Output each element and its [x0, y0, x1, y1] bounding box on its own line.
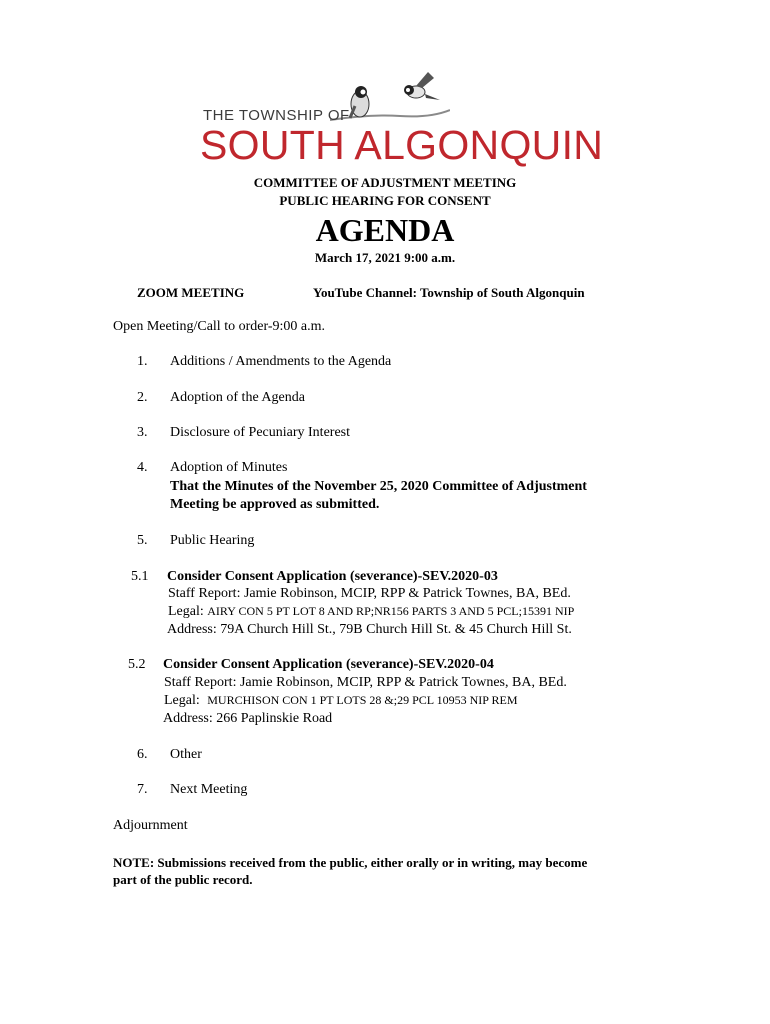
open-meeting-line: Open Meeting/Call to order-9:00 a.m. — [113, 319, 326, 334]
minutes-motion-line2: Meeting be approved as submitted. — [170, 497, 380, 512]
item-number: 7. — [137, 782, 148, 797]
logo-big-text: SOUTH ALGONQUIN — [200, 122, 604, 168]
sub-item-title: Consider Consent Application (severance)-SEV.2020-04 — [163, 657, 494, 672]
item-number: 4. — [137, 460, 148, 475]
item-number: 5. — [137, 533, 148, 548]
item-number: 2. — [137, 390, 148, 405]
legal-label: Legal: — [168, 604, 204, 619]
item-text: Adoption of Minutes — [170, 460, 288, 475]
minutes-motion-line1: That the Minutes of the November 25, 2020 Committee of Adjustment — [170, 479, 587, 494]
legal-description — [168, 604, 574, 620]
legal-text: AIRY CON 5 PT LOT 8 AND RP;NR156 PARTS 3 AND 5 PCL;15391 NIP — [207, 604, 575, 618]
item-number: 6. — [137, 747, 148, 762]
sub-item-number: 5.1 — [131, 569, 149, 584]
item-text: Public Hearing — [170, 533, 255, 548]
youtube-channel-label: YouTube Channel: Township of South Algonquin — [313, 285, 585, 300]
sub-item-title: Consider Consent Application (severance)-SEV.2020-03 — [167, 569, 498, 584]
meeting-date: March 17, 2021 9:00 a.m. — [314, 250, 456, 265]
legal-label: Legal: — [164, 693, 200, 708]
legal-description — [164, 693, 518, 709]
note-line1: NOTE: Submissions received from the public, either orally or in writing, may become — [113, 855, 588, 870]
address-line: Address: 266 Paplinskie Road — [163, 711, 333, 726]
item-text: Next Meeting — [170, 782, 248, 797]
staff-report: Staff Report: Jamie Robinson, MCIP, RPP & Patrick Townes, BA, BEd. — [168, 586, 571, 601]
meeting-type-line2: PUBLIC HEARING FOR CONSENT — [279, 193, 491, 208]
meeting-type-line1: COMMITTEE OF ADJUSTMENT MEETING — [253, 175, 517, 190]
address-line: Address: 79A Church Hill St., 79B Church Hill St. & 45 Church Hill St. — [167, 622, 572, 637]
staff-report: Staff Report: Jamie Robinson, MCIP, RPP & Patrick Townes, BA, BEd. — [164, 675, 567, 690]
item-text: Other — [170, 747, 202, 762]
item-number: 1. — [137, 354, 148, 369]
note-line2: part of the public record. — [113, 872, 253, 887]
zoom-meeting-label: ZOOM MEETING — [137, 285, 245, 300]
adjournment: Adjournment — [113, 818, 188, 833]
sub-item-number: 5.2 — [128, 657, 146, 672]
item-text: Disclosure of Pecuniary Interest — [170, 425, 350, 440]
item-text: Additions / Amendments to the Agenda — [170, 354, 392, 369]
legal-text: MURCHISON CON 1 PT LOTS 28 &;29 PCL 10953 NIP REM — [207, 693, 518, 707]
item-number: 3. — [137, 425, 148, 440]
item-text: Adoption of the Agenda — [170, 390, 305, 405]
page-title: AGENDA — [315, 212, 455, 248]
logo-small-text: THE TOWNSHIP OF — [203, 107, 350, 124]
